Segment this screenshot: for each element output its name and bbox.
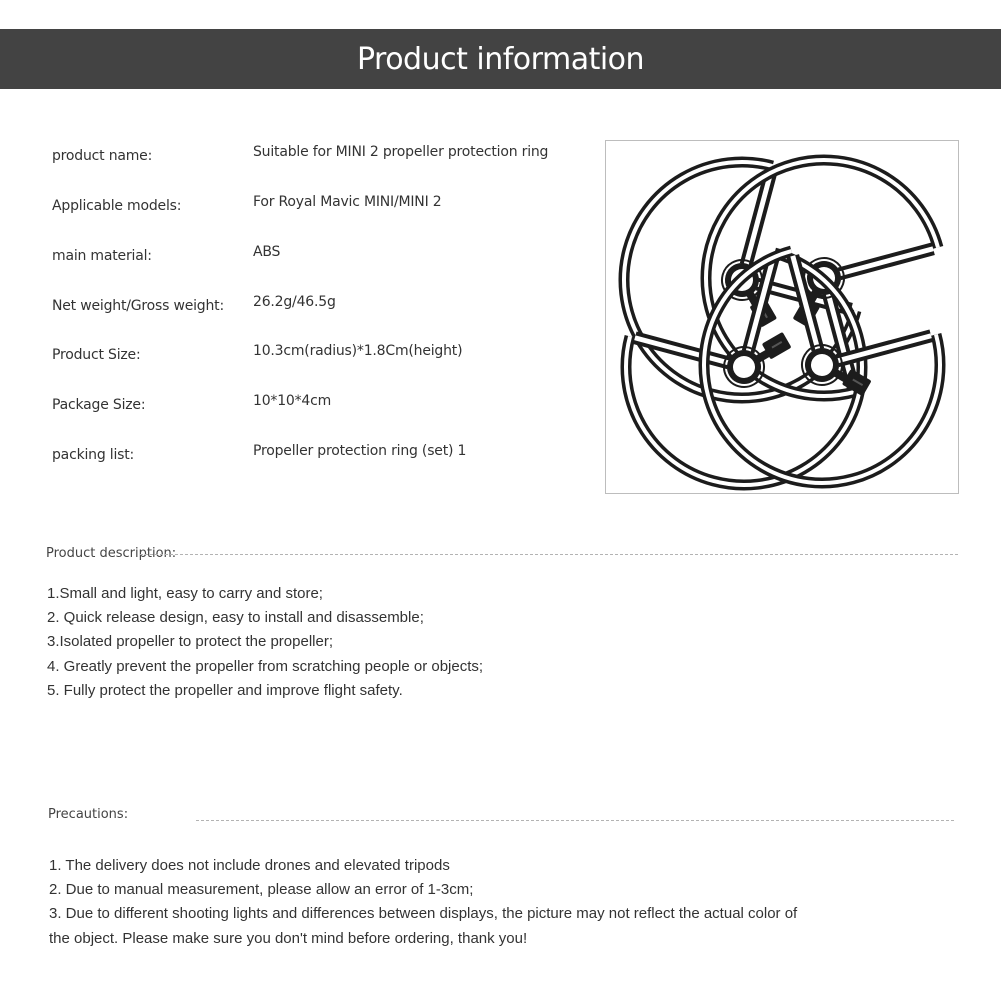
spec-value-package-size: 10*10*4cm <box>253 393 332 409</box>
spec-label-weight: Net weight/Gross weight: <box>52 298 224 314</box>
description-divider <box>140 554 958 555</box>
list-item: 1.Small and light, easy to carry and store; <box>47 585 323 602</box>
list-item: 3.Isolated propeller to protect the propeller; <box>47 633 334 651</box>
precautions-title: Precautions: <box>48 807 129 822</box>
spec-label-package-size: Package Size: <box>52 397 146 413</box>
spec-value-main-material: ABS <box>253 244 281 260</box>
description-title: Product description: <box>46 546 177 561</box>
spec-value-applicable-models: For Royal Mavic MINI/MINI 2 <box>253 194 442 210</box>
spec-label-applicable-models: Applicable models: <box>52 198 182 214</box>
precautions-divider <box>196 820 954 821</box>
spec-label-packing-list: packing list: <box>52 447 135 463</box>
list-item: 4. Greatly prevent the propeller from scratching people or objects; <box>47 657 484 675</box>
list-item: 2. Quick release design, easy to install and disassemble; <box>47 609 424 627</box>
spec-label-main-material: main material: <box>52 248 152 264</box>
spec-value-packing-list: Propeller protection ring (set) 1 <box>253 443 467 459</box>
list-item: 3. Due to different shooting lights and differences between displays, the picture may not reflect the actual color of <box>49 905 798 923</box>
spec-value-product-name: Suitable for MINI 2 propeller protection ring <box>253 144 549 160</box>
list-item: the object. Please make sure you don't mind before ordering, thank you! <box>49 929 528 947</box>
product-image-frame <box>605 140 959 494</box>
page-header <box>0 29 1001 89</box>
list-item: 2. Due to manual measurement, please allow an error of 1-3cm; <box>49 881 474 899</box>
propeller-guard-set-image <box>606 141 958 493</box>
page-title: Product information <box>356 41 645 77</box>
precautions-list <box>49 854 797 951</box>
spec-value-product-size: 10.3cm(radius)*1.8Cm(height) <box>253 343 463 359</box>
spec-value-weight: 26.2g/46.5g <box>253 294 336 310</box>
list-item: 5. Fully protect the propeller and improve flight safety. <box>47 681 403 699</box>
list-item: 1. The delivery does not include drones and elevated tripods <box>49 857 450 874</box>
description-list <box>47 582 483 703</box>
spec-label-product-name: product name: <box>52 148 153 164</box>
spec-label-product-size: Product Size: <box>52 347 141 363</box>
